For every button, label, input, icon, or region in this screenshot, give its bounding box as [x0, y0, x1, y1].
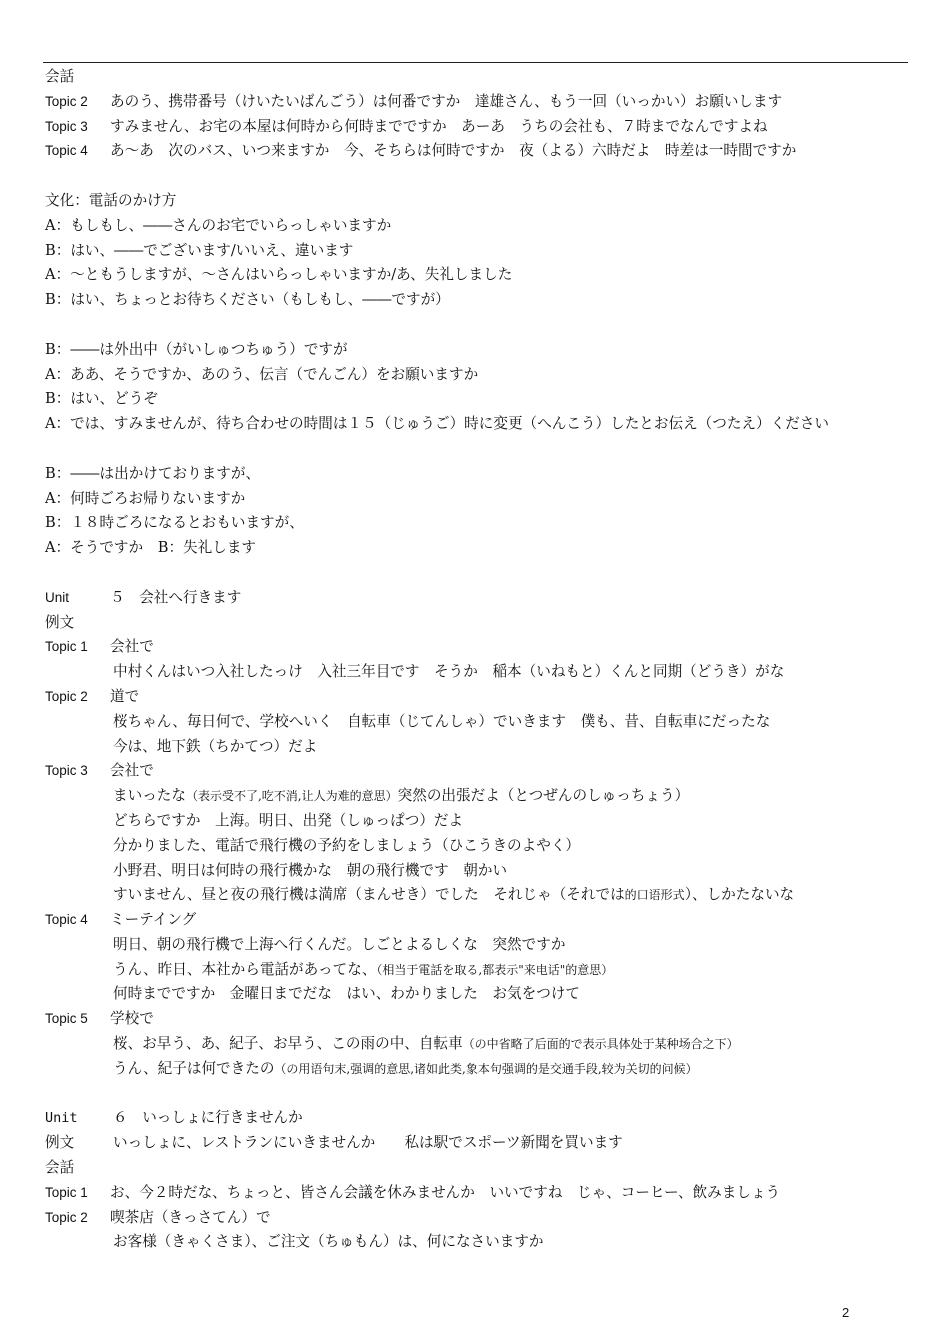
dialogue-line [45, 536, 915, 561]
topic-label: Topic 2 [45, 93, 88, 109]
unit-title [45, 1106, 915, 1131]
speaker-label: B： [45, 340, 71, 358]
dialogue-text: ――は出かけておりますが、 [70, 464, 261, 482]
topic-label: Topic 1 [45, 1184, 88, 1200]
reibun-line [45, 1131, 915, 1156]
topic-line [45, 1007, 915, 1032]
reibun-heading: 例文 [45, 613, 75, 631]
speaker-label: B： [157, 539, 184, 557]
topic-text: あのう、携帯番号（けいたいばんごう）は何番ですか 達雄さん、もう一回（いっかい）お願いします [110, 92, 783, 110]
example-line: 中村くんはいつ入社したっけ 入社三年目です そうか 稲本（いねもと）くんと同期（どうき）がな [113, 663, 785, 681]
topic-text: お、今２時だな、ちょっと、皆さん会議を休みませんか いいですね じゃ、コーヒー、飲みましょう [110, 1183, 781, 1201]
example-line: 小野君、明日は何時の飛行機かな 朝の飛行機です 朝かい [113, 861, 508, 879]
example-line: 今は、地下鉄（ちかてつ）だよ [113, 737, 318, 755]
dialogue-line [45, 214, 915, 239]
example-line: 分かりました、電話で飛行機の予約をしましょう（ひこうきのよやく） [113, 836, 581, 854]
example-line: うん、紀子は何できたの（の用语句末,强调的意思,诸如此类,象本句强调的是交通手段,较为关切的问候） [113, 1059, 698, 1077]
topic-line [45, 908, 915, 933]
topic-label: Topic 2 [45, 688, 88, 704]
unit-label: Unit [45, 1110, 78, 1127]
example-line: すいません、昼と夜の飛行機は満席（まんせき）でした それじゃ（それでは的口语形式）、しかたないな [113, 886, 795, 904]
document-body [45, 65, 915, 1255]
dialogue-line [45, 288, 915, 313]
topic-label: Topic 4 [45, 143, 88, 159]
topic-heading: 会社で [110, 762, 154, 780]
topic-label: Topic 3 [45, 763, 88, 779]
topic-line [45, 685, 915, 710]
example-line: お客様（きゃくさま）、ご注文（ちゅもん）は、何になさいますか [113, 1233, 544, 1251]
speaker-label: B： [45, 241, 71, 259]
dialogue-text: 失礼します [183, 539, 257, 557]
annotation-note: （表示受不了,吃不消,让人为难的意思） [185, 789, 398, 804]
dialogue-text: はい、ちょっとお待ちください（もしもし、――ですが） [70, 291, 450, 309]
dialogue-line [45, 239, 915, 264]
example-line: どちらですか 上海。明日、出発（しゅっぱつ）だよ [113, 811, 464, 829]
topic-line [45, 90, 915, 115]
unit-label: Unit [45, 589, 70, 605]
speaker-label: A： [45, 365, 71, 383]
unit-name: ６ いっしょに行きませんか [113, 1109, 303, 1127]
dialogue-line [45, 338, 915, 363]
dialogue-line [45, 412, 915, 437]
example-line: 桜、お早う、あ、紀子、お早う、この雨の中、自転車（の中省略了后面的で表示具体处于某种场合之下） [113, 1035, 739, 1053]
dialogue-text: 何時ごろお帰りないますか [70, 489, 246, 507]
speaker-label: A： [45, 266, 71, 284]
dialogue-line [45, 263, 915, 288]
dialogue-text: もしもし、――さんのお宅でいらっしゃいますか [70, 216, 392, 234]
example-line: 何時までですか 金曜日までだな はい、わかりました お気をつけて [113, 985, 581, 1003]
topic-label: Topic 4 [45, 912, 88, 928]
speaker-label: B： [45, 464, 71, 482]
example-line: 桜ちゃん、毎日何で、学校へいく 自転車（じてんしゃ）でいきます 僕も、昔、自転車にだったな [113, 712, 771, 730]
topic-line [45, 115, 915, 140]
reibun-heading: 例文 [45, 1134, 75, 1152]
dialogue-text: １８時ごろになるとおもいますが、 [70, 514, 304, 532]
dialogue-text: ～ともうしますが、～さんはいらっしゃいますか/あ、失礼しました [70, 266, 513, 284]
topic-heading: ミーテイング [110, 911, 197, 929]
annotation-note: （の用语句末,强调的意思,诸如此类,象本句强调的是交通手段,较为关切的问候） [274, 1061, 698, 1076]
example-line: うん、昨日、本社から電話があってな、（相当于電話を取る,都表示"来电话"的意思） [113, 960, 614, 978]
speaker-label: A： [45, 539, 71, 557]
dialogue-text: はい、――でございます/いいえ、違います [70, 241, 354, 259]
dialogue-line [45, 487, 915, 512]
topic-heading: 道で [110, 687, 140, 705]
dialogue-text: では、すみませんが、待ち合わせの時間は１５（じゅうご）時に変更（へんこう）したとお伝え（つたえ）ください [70, 415, 830, 433]
dialogue-text: そうですか [70, 539, 158, 557]
topic-heading: 喫茶店（きっさてん）で [110, 1208, 271, 1226]
topic-line [45, 635, 915, 660]
top-rule [43, 62, 908, 63]
dialogue-line [45, 462, 915, 487]
dialogue-text: ああ、そうですか、あのう、伝言（でんごん）をお願いますか [70, 365, 479, 383]
page-number: 2 [842, 1305, 850, 1320]
dialogue-line [45, 511, 915, 536]
annotation-note: 的口语形式 [624, 888, 685, 903]
unit-name: ５ 会社へ行きます [110, 588, 242, 606]
dialogue-line [45, 387, 915, 412]
speaker-label: B： [45, 390, 71, 408]
speaker-label: A： [45, 216, 71, 234]
dialogue-text: はい、どうぞ [70, 390, 158, 408]
speaker-label: B： [45, 514, 71, 532]
topic-text: すみません、お宅の本屋は何時から何時までですか あーあ うちの会社も、７時までなんですよね [110, 117, 768, 135]
topic-heading: 会社で [110, 638, 154, 656]
speaker-label: A： [45, 415, 71, 433]
topic-line [45, 1181, 915, 1206]
speaker-label: A： [45, 489, 71, 507]
topic-label: Topic 1 [45, 639, 88, 655]
section-heading-kaiwa: 会話 [45, 68, 75, 85]
topic-line [45, 139, 915, 164]
section-heading-culture: 文化：電話のかけ方 [45, 191, 177, 209]
example-line: まいったな（表示受不了,吃不消,让人为难的意思）突然の出張だよ（とつぜんのしゅっちょう） [113, 787, 690, 805]
example-line: 明日、朝の飛行機で上海へ行くんだ。しごとよるしくな 突然ですか [113, 935, 566, 953]
speaker-label: B： [45, 291, 71, 309]
topic-label: Topic 5 [45, 1011, 88, 1027]
annotation-note: （の中省略了后面的で表示具体处于某种场合之下） [462, 1037, 739, 1052]
unit-title [45, 586, 915, 611]
dialogue-text: ――は外出中（がいしゅつちゅう）ですが [70, 340, 348, 358]
kaiwa-heading: 会話 [45, 1159, 75, 1177]
topic-label: Topic 3 [45, 118, 88, 134]
example-text: いっしょに、レストランにいきませんか 私は駅でスポーツ新聞を買います [113, 1134, 623, 1152]
annotation-note: （相当于電話を取る,都表示"来电话"的意思） [376, 962, 614, 977]
topic-heading: 学校で [110, 1010, 154, 1028]
topic-line [45, 759, 915, 784]
topic-label: Topic 2 [45, 1209, 88, 1225]
topic-line [45, 1206, 915, 1231]
dialogue-line [45, 363, 915, 388]
topic-text: あ～あ 次のバス、いつ来ますか 今、そちらは何時ですか 夜（よる）六時だよ 時差は一時間ですか [110, 142, 797, 160]
